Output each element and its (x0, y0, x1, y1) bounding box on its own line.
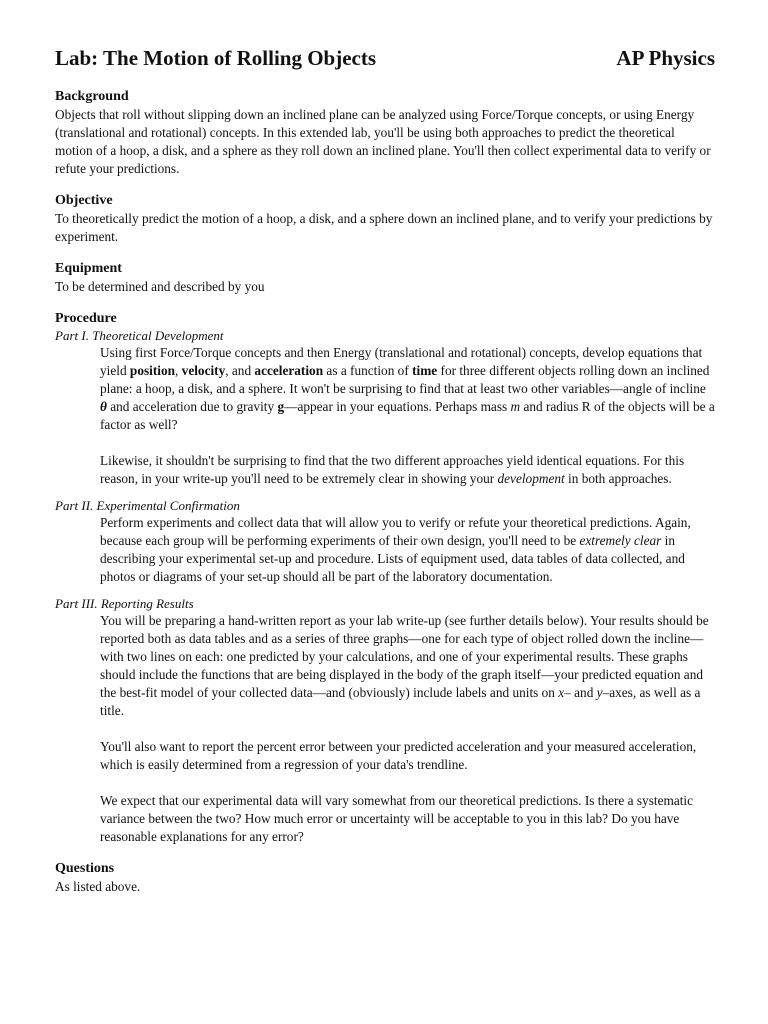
part-3-paragraph-3: We expect that our experimental data will vary somewhat from our theoretical predictions. Is there a systematic variance between the two? How much error or uncertainty will be acceptable to you in this lab? Do you have reasonable explanations for any error? (100, 793, 694, 844)
background-text: Objects that roll without slipping down an inclined plane can be analyzed using Force/Torque concepts, or using Energy (translational and rotational) concepts. In this extended lab, you'll be using both approaches to predict the theoretical motion of a hoop, a disk, and a sphere as they roll down an inclined plane. You'll then collect experimental data to verify or refute your predictions. (55, 107, 711, 176)
text-run: —appear in your equations. Perhaps mass (284, 399, 511, 414)
equipment-section (55, 260, 715, 296)
italic-y: y (596, 685, 603, 700)
text-run: Using first Force/Torque concepts and then Energy (translational and rotational) concepts, develop equations that yield (100, 345, 703, 378)
italic-m: m (510, 399, 521, 414)
part-3 (55, 596, 715, 846)
background-heading: Background (55, 89, 129, 104)
document-page (55, 46, 715, 896)
text-run: in both approaches. (564, 471, 672, 486)
part-2-title: Part II. Experimental Confirmation (55, 498, 240, 513)
text-run: as a function of (323, 363, 413, 378)
text-run: You will be preparing a hand-written report as your lab write-up (see further details below). Your results should be reported both as data tables and as a series of three graphs—one for each type of object rolled down the incline—with two lines on each: one predicted by your calculations, and one of your experimental results. These graphs should include the functions that are being displayed in the body of the graph itself—your predicted equation and the best-fit model of your collected data—and (obviously) include labels and units on (100, 613, 709, 700)
procedure-heading: Procedure (55, 311, 117, 326)
bold-position: position (129, 363, 176, 378)
equipment-text: To be determined and described by you (55, 279, 265, 294)
italic-extremely-clear: extremely clear (579, 533, 662, 548)
bold-time: time (412, 363, 438, 378)
text-run: –axes, as well as a title. (100, 685, 701, 718)
text-run: – and (564, 685, 597, 700)
bold-velocity: velocity (181, 363, 226, 378)
part-3-paragraph-1 (55, 612, 715, 720)
part-1-title: Part I. Theoretical Development (55, 328, 224, 343)
text-run: in describing your experimental set-up and procedure. Lists of equipment used, data tables of data collected, and photos or diagrams of your set-up should all be part of the laboratory documentation. (100, 533, 685, 584)
title-row (55, 46, 715, 74)
part-3-title: Part III. Reporting Results (55, 596, 194, 611)
part-1-paragraph-1 (55, 344, 715, 434)
part-2 (55, 498, 715, 586)
text-run: and acceleration due to gravity (106, 399, 278, 414)
questions-section (55, 860, 715, 896)
background-section (55, 88, 715, 178)
part-1-paragraph-2 (55, 452, 715, 488)
equipment-heading: Equipment (55, 261, 122, 276)
questions-heading: Questions (55, 861, 115, 876)
part-3-paragraph-2: You'll also want to report the percent error between your predicted acceleration and your measured acceleration, which is easily determined from a regression of your data's trendline. (100, 739, 697, 772)
objective-text: To theoretically predict the motion of a hoop, a disk, and a sphere down an inclined plane, and to verify your predictions by experiment. (55, 211, 713, 244)
objective-section (55, 192, 715, 246)
theta-symbol: θ (100, 399, 107, 414)
text-run: , (175, 363, 182, 378)
text-run: , and (225, 363, 255, 378)
objective-heading: Objective (55, 193, 113, 208)
part-2-paragraph-1 (55, 514, 715, 586)
italic-development: development (497, 471, 565, 486)
text-run: Perform experiments and collect data that will allow you to verify or refute your theoretical predictions. Again, because each group will be performing experiments of their own design, you'll need to be (100, 515, 691, 548)
bold-g: g (277, 399, 285, 414)
bold-acceleration: acceleration (254, 363, 324, 378)
part-1 (55, 328, 715, 488)
text-run: and radius R of the objects will be a factor as well? (100, 399, 715, 432)
text-run: Likewise, it shouldn't be surprising to find that the two different approaches yield identical equations. For this reason, in your write-up you'll need to be extremely clear in showing your (100, 453, 685, 486)
questions-text: As listed above. (55, 879, 141, 894)
italic-x: x (558, 685, 565, 700)
course-name: AP Physics (616, 46, 715, 70)
procedure-section (55, 310, 715, 846)
text-run: for three different objects rolling down an inclined plane: a hoop, a disk, and a sphere. It won't be surprising to find that at least two other variables—angle of incline (100, 363, 710, 396)
lab-title: Lab: The Motion of Rolling Objects (55, 46, 377, 70)
